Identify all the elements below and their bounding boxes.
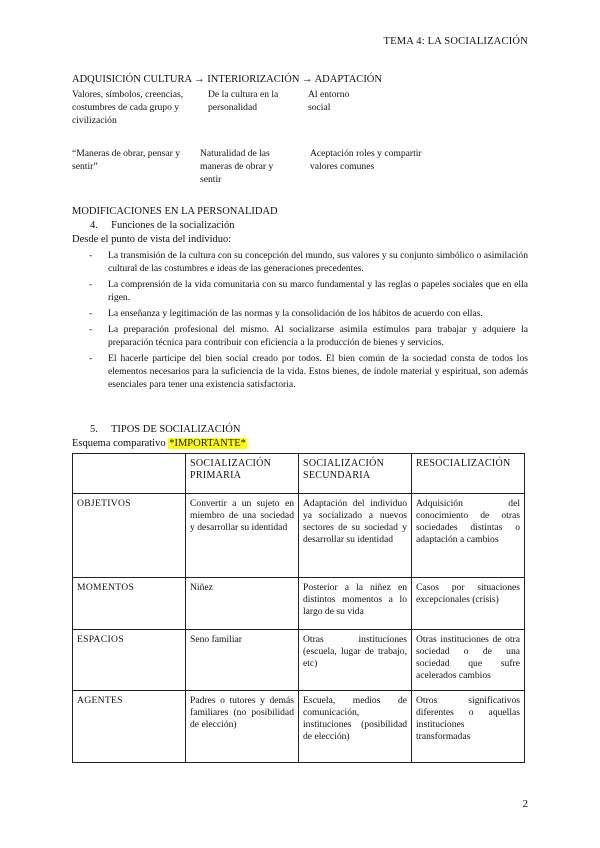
schema-label: Esquema comparativo — [72, 438, 166, 449]
tipos-heading-text: TIPOS DE SOCIALIZACIÓN — [110, 424, 241, 435]
adquisicion-row1-col2: De la cultura en la personalidad — [208, 89, 279, 113]
table-corner-cell — [73, 454, 186, 494]
adquisicion-row2-col2: Naturalidad de las maneras de obrar y sentir — [200, 148, 274, 185]
list-item: - La enseñanza y legitimación de las normas y la consolidación de los hábitos de acuerdo con ellas. — [72, 307, 528, 320]
funciones-heading — [90, 219, 234, 233]
tipos-heading-number: 5. — [90, 424, 98, 435]
modificaciones-title: MODIFICACIONES EN LA PERSONALIDAD — [72, 206, 278, 217]
table-row — [73, 630, 525, 691]
important-highlight: *IMPORTANTE* — [169, 438, 246, 449]
table-cell: Niñez — [186, 578, 299, 630]
table-row — [73, 578, 525, 630]
list-item: - La preparación profesional del mismo. Al socializarse asimila estímulos para trabajar y adquiere la preparación técnica para contribuir con eficiencia a la producción de bienes y servicios. — [72, 323, 528, 349]
funciones-intro: Desde el punto de vista del individuo: — [72, 234, 232, 245]
page-number: 2 — [522, 798, 528, 810]
funciones-heading-number: 4. — [90, 220, 98, 231]
table-header-row — [73, 454, 525, 494]
table-cell: Escuela, medios de comunicación, instituciones (posibilidad de elección) — [299, 691, 412, 763]
funciones-heading-text: Funciones de la socialización — [111, 220, 235, 231]
header-primaria: SOCIALIZACIÓN PRIMARIA — [186, 454, 299, 494]
table-cell: Casos por situaciones excepcionales (crisis) — [412, 578, 525, 630]
page-header: TEMA 4: LA SOCIALIZACIÓN — [383, 36, 528, 47]
header-resocializacion: RESOCIALIZACIÓN — [412, 454, 525, 494]
adquisicion-row2-col1: “Maneras de obrar, pensar y sentir” — [72, 148, 181, 172]
adquisicion-row2-col3: Aceptación roles y compartir valores comunes — [310, 148, 422, 172]
row-label-objetivos: OBJETIVOS — [73, 494, 186, 578]
table-cell: Otras instituciones de otra sociedad o de una sociedad que sufre acelerados cambios — [412, 630, 525, 691]
list-item: - La comprensión de la vida comunitaria con su marco fundamental y las reglas o papeles sociales que en ella rigen. — [72, 278, 528, 304]
table-cell: Padres o tutores y demás familiares (no posibilidad de elección) — [186, 691, 299, 763]
adquisicion-title: ADQUISICIÓN CULTURA → INTERIORIZACIÓN → ADAPTACIÓN — [72, 74, 382, 85]
list-item: - El hacerle partícipe del bien social creado por todos. El bien común de la sociedad consta de todos los elementos necesarios para la suficiencia de la vida. Estos bienes, de índole material y espiritual, son además esenciales para tener una existencia satisfactoria. — [72, 352, 528, 391]
funciones-list — [72, 249, 528, 394]
adquisicion-row1-col3: Al entorno social — [308, 89, 350, 113]
tipos-heading — [90, 423, 240, 437]
table-row — [73, 494, 525, 578]
table-cell: Otras instituciones (escuela, lugar de trabajo, etc) — [299, 630, 412, 691]
table-cell: Seno familiar — [186, 630, 299, 691]
row-label-agentes: AGENTES — [73, 691, 186, 763]
table-cell: Otros significativos diferentes o aquellas instituciones transformadas — [412, 691, 525, 763]
comparison-table — [72, 453, 525, 763]
table-cell: Adquisición del conocimiento de otras sociedades distintas o adaptación a cambios — [412, 494, 525, 578]
table-row — [73, 691, 525, 763]
row-label-espacios: ESPACIOS — [73, 630, 186, 691]
table-cell: Adaptación del individuo ya socializado a nuevos sectores de su sociedad y desarrollar su identidad — [299, 494, 412, 578]
schema-line — [72, 437, 247, 451]
row-label-momentos: MOMENTOS — [73, 578, 186, 630]
adquisicion-row1-col1: Valores, símbolos, creencias, costumbres de cada grupo y civilización — [72, 89, 184, 126]
table-cell: Posterior a la niñez en distintos momentos a lo largo de su vida — [299, 578, 412, 630]
header-secundaria: SOCIALIZACIÓN SECUNDARIA — [299, 454, 412, 494]
table-cell: Convertir a un sujeto en miembro de una sociedad y desarrollar su identidad — [186, 494, 299, 578]
list-item: - La transmisión de la cultura con su concepción del mundo, sus valores y su conjunto simbólico o asimilación cultural de las costumbres e ideas de las generaciones precedentes. — [72, 249, 528, 275]
